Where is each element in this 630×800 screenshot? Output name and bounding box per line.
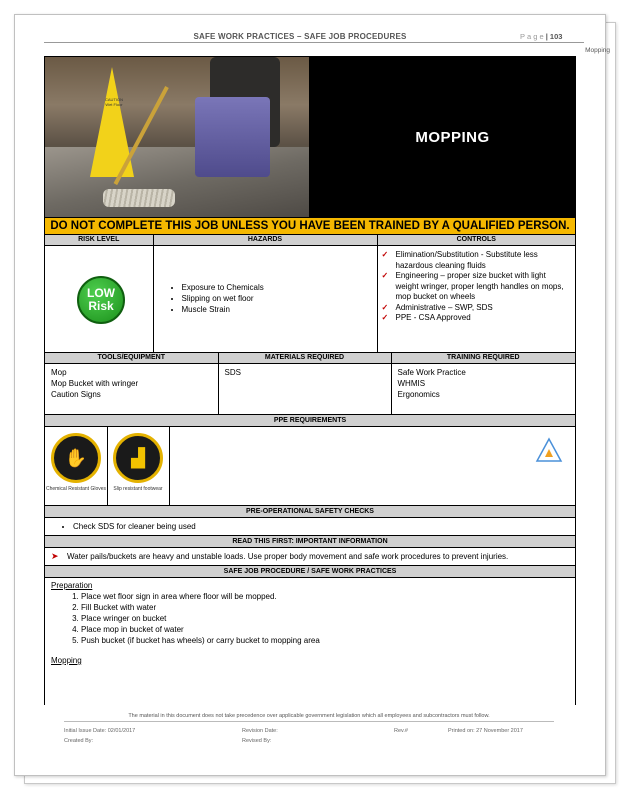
- list-item: ➤ Water pails/buckets are heavy and unstable loads. Use proper body movement and safe work procedures to prevent injuries.: [51, 551, 509, 561]
- mopping-title: Mopping: [51, 656, 82, 665]
- list-item: ✓ Elimination/Substitution - Substitute less hazardous cleaning fluids: [381, 250, 538, 270]
- procedure-section: [45, 578, 575, 668]
- header-rule: [44, 42, 584, 43]
- ppe-header: PPE REQUIREMENTS: [45, 415, 575, 427]
- training-cell: Safe Work Practice WHMIS Ergonomics: [391, 364, 575, 415]
- list-item: ✓ Engineering – proper size bucket with light weight wringer, proper length handles on mops, mop bucket on wheels: [381, 271, 564, 301]
- info-section: [45, 548, 575, 566]
- resources-table: [45, 353, 575, 415]
- list-item: 1. Place wet floor sign in area where floor will be mopped.: [81, 591, 569, 602]
- list-item: 4. Place mop in bucket of water: [81, 624, 569, 635]
- tools-header: TOOLS/EQUIPMENT: [45, 353, 218, 364]
- mop-head: [103, 189, 175, 207]
- ppe-row: [45, 427, 575, 506]
- check-icon: ✓: [381, 302, 389, 312]
- preparation-title: Preparation: [51, 581, 93, 590]
- controls-cell: [377, 246, 575, 353]
- list-item: • Slipping on wet floor: [182, 293, 377, 304]
- check-icon: ✓: [381, 313, 389, 322]
- hazards-header: HAZARDS: [153, 235, 377, 246]
- pre-op-header: PRE-OPERATIONAL SAFETY CHECKS: [45, 506, 575, 518]
- header-title: SAFE WORK PRACTICES – SAFE JOB PROCEDURES: [193, 32, 407, 41]
- list-item: 3. Place wringer on bucket: [81, 613, 569, 624]
- list-item: ✓ PPE - CSA Approved: [381, 313, 471, 322]
- gloves-icon: ✋: [51, 433, 101, 483]
- arrow-icon: ➤: [51, 551, 59, 561]
- controls-list: [378, 250, 576, 324]
- low-risk-badge: LOW Risk: [77, 276, 125, 324]
- sign-text: CAUTION Wet Floor: [105, 97, 123, 107]
- list-item: 5. Push bucket (if bucket has wheels) or carry bucket to mopping area: [81, 635, 569, 646]
- risk-level-cell: [45, 246, 153, 353]
- check-icon: ✓: [381, 271, 389, 280]
- mopping-photo: [45, 57, 310, 217]
- job-title: MOPPING: [310, 57, 575, 217]
- mop-bucket: [195, 97, 270, 177]
- tools-cell: Mop Mop Bucket with wringer Caution Signs: [45, 364, 218, 415]
- list-item: • Muscle Strain: [182, 304, 377, 315]
- hazards-list: [154, 282, 377, 315]
- risk-table: [45, 235, 575, 353]
- ppe-footwear: ▟ Slip resistant footwear: [107, 427, 170, 505]
- risk-level-header: RISK LEVEL: [45, 235, 153, 246]
- check-icon: ✓: [381, 250, 389, 259]
- page-number: P a g e | 103: [520, 32, 563, 41]
- training-header: TRAINING REQUIRED: [391, 353, 575, 364]
- list-item: 2. Fill Bucket with water: [81, 602, 569, 613]
- procedure-header: SAFE JOB PROCEDURE / SAFE WORK PRACTICES: [45, 566, 575, 578]
- boot-icon: ▟: [113, 433, 163, 483]
- training-warning: DO NOT COMPLETE THIS JOB UNLESS YOU HAVE BEEN TRAINED BY A QUALIFIED PERSON.: [45, 217, 575, 235]
- preparation-steps: [51, 591, 569, 646]
- materials-header: MATERIALS REQUIRED: [218, 353, 391, 364]
- controls-header: CONTROLS: [377, 235, 575, 246]
- sjp-form: [44, 56, 576, 705]
- pre-op-section: [45, 518, 575, 536]
- info-header: READ THIS FIRST: IMPORTANT INFORMATION: [45, 536, 575, 548]
- list-item: ✓ Administrative – SWP, SDS: [381, 302, 493, 312]
- hero: [45, 57, 575, 217]
- materials-cell: SDS: [218, 364, 391, 415]
- list-item: • Check SDS for cleaner being used: [73, 521, 569, 532]
- list-item: • Exposure to Chemicals: [182, 282, 377, 293]
- warning-triangle-icon: [535, 437, 563, 463]
- hazards-cell: [153, 246, 377, 353]
- footer-note: The material in this document does not take precedence over applicable government legislation which all employees and subcontractors must follow.: [64, 713, 554, 722]
- header-subtitle: Mopping: [585, 47, 610, 54]
- ppe-gloves: ✋ Chemical Resistant Gloves: [45, 427, 108, 505]
